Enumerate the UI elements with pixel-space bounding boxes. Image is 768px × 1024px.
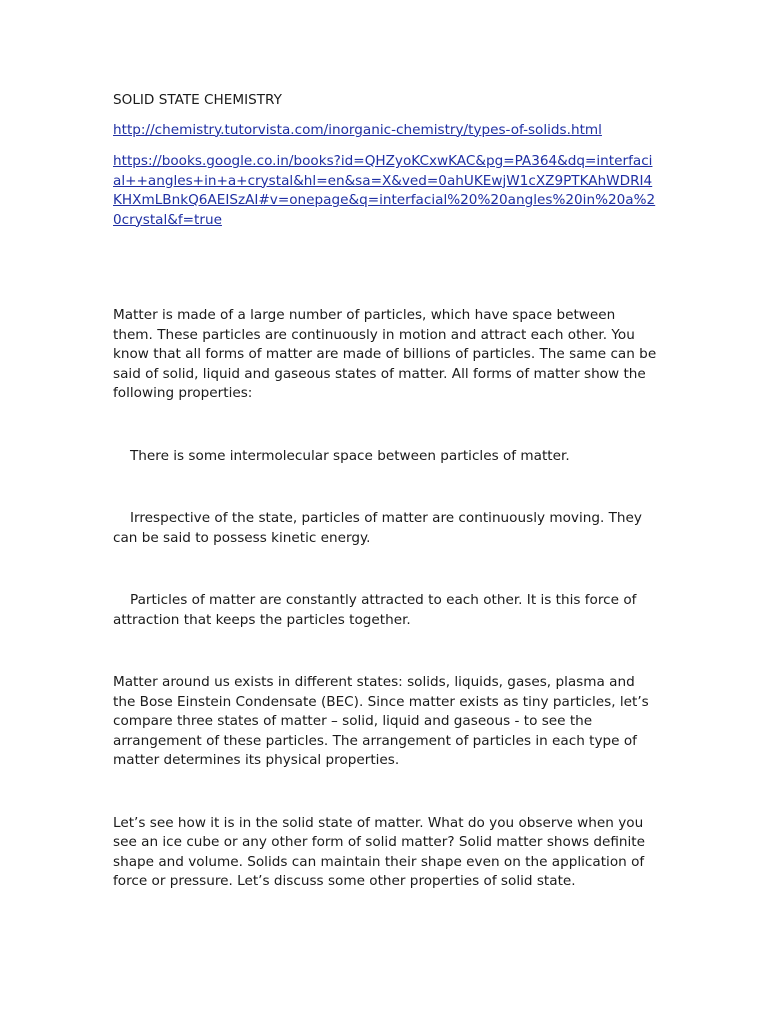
property-item: Particles of matter are constantly attracted to each other. It is this force of attraction that keeps the particles together. [113, 592, 637, 628]
tutorvista-link[interactable]: http://chemistry.tutorvista.com/inorganic-chemistry/types-of-solids.html [113, 121, 602, 138]
states-paragraph: Matter around us exists in different states: solids, liquids, gases, plasma and the Bose Einstein Condensate (BEC). Since matter exists as tiny particles, let’s compare three states of matter – solid, liquid and gaseous - to see the arrangement of these particles. The arrangement of particles in each type of matter determines its physical properties. [113, 674, 649, 768]
property-item: There is some intermolecular space between particles of matter. [130, 447, 570, 464]
solid-state-paragraph: Let’s see how it is in the solid state of matter. What do you observe when you see an ice cube or any other form of solid matter? Solid matter shows definite shape and volume. Solids can maintain their shape even on the application of force or pressure. Let’s discuss some other properties of solid state. [113, 814, 646, 889]
document-title: SOLID STATE CHEMISTRY [113, 92, 282, 108]
document-page [113, 91, 658, 892]
intro-paragraph: Matter is made of a large number of particles, which have space between them. These particles are continuously in motion and attract each other. You know that all forms of matter are made of billions of particles. The same can be said of solid, liquid and gaseous states of matter. All forms of matter show the following properties: [113, 307, 657, 401]
google-books-link[interactable]: https://books.google.co.in/books?id=QHZyoKCxwKAC&pg=PA364&dq=interfacial++angles+in+a+crystal&hl=en&sa=X&ved=0ahUKEwjW1cXZ9PTKAhWDRI4KHXmLBnkQ6AEISzAI#v=onepage&q=interfacial%20%20angles%20in%20a%20crystal&f=true [113, 153, 656, 228]
property-item: Irrespective of the state, particles of matter are continuously moving. They can be said to possess kinetic energy. [113, 510, 642, 546]
